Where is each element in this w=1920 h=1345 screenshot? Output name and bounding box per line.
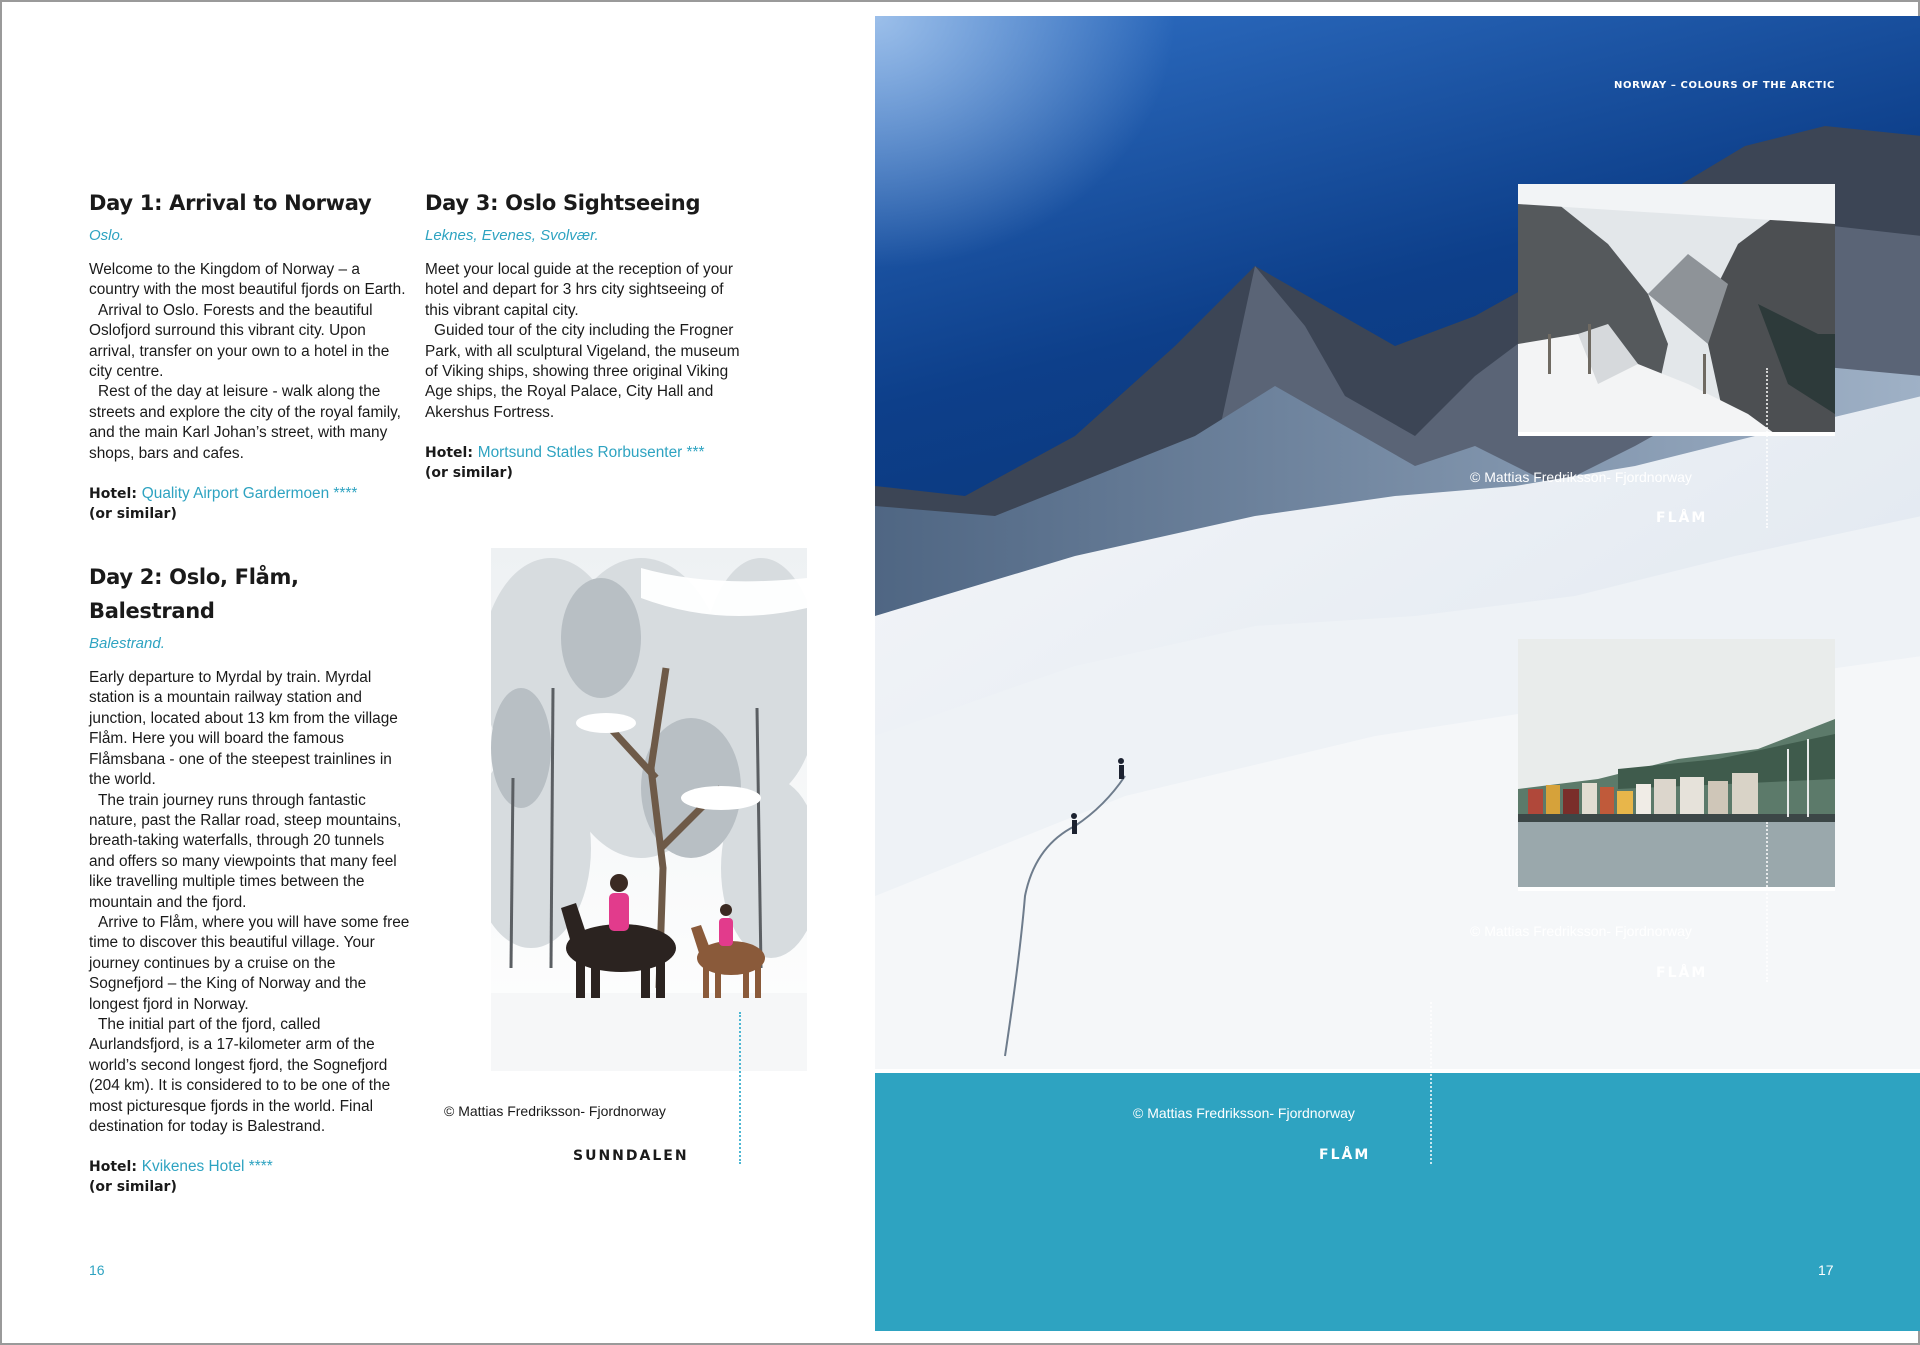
mountain-hero-photo <box>875 16 1920 1069</box>
day-2-hotel <box>89 1157 411 1197</box>
day-2-body <box>89 668 411 1137</box>
inset-1-place-label: FLÅM <box>1656 510 1708 526</box>
running-header: NORWAY – COLOURS OF THE ARCTIC <box>1614 80 1835 91</box>
day-3-block <box>425 186 747 483</box>
day-2-paragraph: Early departure to Myrdal by train. Myrdal station is a mountain railway station and junction, located about 13 km from the village Flåm. Here you will board the famous Flåmsbana - one of the steepest trainlines in the world. <box>89 669 398 789</box>
day-1-paragraph: Welcome to the Kingdom of Norway – a country with the most beautiful fjords on Earth. <box>89 261 406 299</box>
harbour-town-image <box>1518 639 1835 891</box>
sunndalen-photo <box>491 548 807 1071</box>
day-1-paragraph: Rest of the day at leisure - walk along the streets and explore the city of the royal family, and the main Karl Johan’s street, with many shops, bars and cafes. <box>89 383 401 462</box>
hotel-name-link[interactable]: Mortsund Statles Rorbusenter *** <box>477 444 705 462</box>
main-photo-credit: © Mattias Fredriksson- Fjordnorway <box>1133 1105 1355 1121</box>
day-3-paragraph: Guided tour of the city including the Frogner Park, with all sculptural Vigeland, the museum of Viking ships, showing three original Viking Age ships, the Royal Palace, City Hall and Akershus Fortress. <box>425 322 740 421</box>
inset-photo-flam-valley <box>1518 184 1835 436</box>
hotel-note: (or similar) <box>89 506 177 523</box>
day-1-paragraph: Arrival to Oslo. Forests and the beautiful Oslofjord surround this vibrant city. Upon arrival, transfer on your own to a hotel in the city centre. <box>89 301 390 381</box>
inset-2-place-label: FLÅM <box>1656 965 1708 981</box>
day-3-body <box>425 260 747 423</box>
inset-1-credit: © Mattias Fredriksson- Fjordnorway <box>1470 469 1692 485</box>
day-3-hotel <box>425 443 747 483</box>
sunndalen-photo-credit: © Mattias Fredriksson- Fjordnorway <box>444 1103 666 1119</box>
sunndalen-dotted-leader <box>739 1012 741 1164</box>
snow-forest-image <box>491 548 807 1071</box>
day-2-location: Balestrand. <box>89 635 165 653</box>
left-column <box>89 186 411 1197</box>
teal-caption-band <box>875 1069 1920 1331</box>
hotel-note: (or similar) <box>89 1179 177 1196</box>
day-3-paragraph: Meet your local guide at the reception of your hotel and depart for 3 hrs city sightseeing of this vibrant capital city. <box>425 261 733 319</box>
day-2-paragraph: Arrive to Flåm, where you will have some free time to discover this beautiful village. Your journey continues by a cruise on the Sognefjord – the King of Norway and the longest fjord in Norway. <box>89 913 410 1013</box>
hotel-label: Hotel: <box>89 1159 137 1176</box>
day-1-block <box>89 186 411 524</box>
day-2-block <box>89 560 411 1197</box>
main-photo-place-label: FLÅM <box>1319 1147 1371 1163</box>
inset-photo-flam-harbour <box>1518 639 1835 891</box>
valley-train-image <box>1518 184 1835 436</box>
hotel-label: Hotel: <box>425 445 473 462</box>
day-1-body <box>89 260 411 464</box>
hotel-note: (or similar) <box>425 465 513 482</box>
day-3-title: Day 3: Oslo Sightseeing <box>425 191 701 215</box>
day-2-paragraph: The train journey runs through fantastic nature, past the Rallar road, steep mountains, breath-taking waterfalls, through 20 tunnels and offers so many viewpoints that many feel like travelling multiple times between the mountain and the fjord. <box>89 791 402 911</box>
sunndalen-place-label: SUNNDALEN <box>573 1148 689 1164</box>
inset-2-dotted-leader <box>1766 822 1768 982</box>
day-1-location: Oslo. <box>89 227 125 244</box>
right-column <box>425 186 747 483</box>
snow-mountain-image <box>875 16 1920 1069</box>
page-number-right: 17 <box>1818 1262 1834 1278</box>
day-3-location: Leknes, Evenes, Svolvær. <box>425 227 599 244</box>
day-2-paragraph: The initial part of the fjord, called Aurlandsfjord, is a 17-kilometer arm of the world’s second longest fjord, the Sognefjord (204 km). It is considered to to be one of the most picturesque fjords in the world. Final destination for today is Balestrand. <box>89 1015 391 1135</box>
main-photo-dotted-leader <box>1430 1002 1432 1164</box>
day-1-hotel <box>89 484 411 524</box>
hotel-name-link[interactable]: Kvikenes Hotel **** <box>141 1158 273 1176</box>
hotel-name-link[interactable]: Quality Airport Gardermoen **** <box>141 485 358 503</box>
day-2-title: Day 2: Oslo, Flåm, Balestrand <box>89 565 299 624</box>
page-number-left: 16 <box>89 1262 105 1278</box>
day-1-title: Day 1: Arrival to Norway <box>89 191 372 215</box>
inset-1-dotted-leader <box>1766 368 1768 528</box>
hotel-label: Hotel: <box>89 486 137 503</box>
inset-2-credit: © Mattias Fredriksson- Fjordnorway <box>1470 923 1692 939</box>
